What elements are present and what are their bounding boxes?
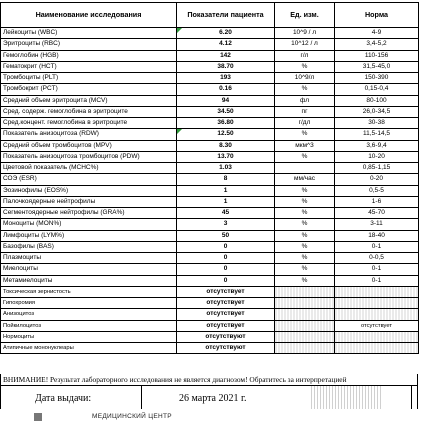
analyte-unit: %: [275, 84, 335, 95]
analyte-unit: г/дл: [275, 118, 335, 129]
analyte-reference-range: 18-40: [335, 230, 419, 241]
analyte-value: 8: [177, 174, 275, 185]
analyte-value: 12.50: [177, 129, 275, 140]
analyte-unit: %: [275, 253, 335, 264]
finding-value: отсутствует: [177, 286, 275, 297]
analyte-name: Гемоглобин (HGB): [1, 50, 177, 61]
finding-name: Атипичные мононуклеары: [1, 343, 177, 354]
finding-name: Анизоцитоз: [1, 309, 177, 320]
analyte-value: 4.12: [177, 39, 275, 50]
table-row: [1, 84, 419, 95]
analyte-unit: пг: [275, 106, 335, 117]
disclaimer-warning: ВНИМАНИЕ! Результат лабораторного исследования не является диагнозом! Обратитесь за интерпретацией: [0, 374, 418, 386]
analyte-value: 8.30: [177, 140, 275, 151]
analyte-value: 50: [177, 230, 275, 241]
finding-reference: [335, 343, 419, 354]
analyte-reference-range: 26,0-34,5: [335, 106, 419, 117]
finding-name: Пойкилоцитоз: [1, 320, 177, 331]
analyte-reference-range: 0-0,5: [335, 253, 419, 264]
analyte-name: Лейкоциты (WBC): [1, 28, 177, 39]
analyte-reference-range: 10-20: [335, 151, 419, 162]
table-row: [1, 331, 419, 342]
results-table-header: [1, 3, 419, 28]
table-row: [1, 28, 419, 39]
column-header-norm: Норма: [335, 3, 419, 28]
table-row: [1, 61, 419, 72]
footer-strip: [0, 409, 427, 421]
analyte-value: 1.03: [177, 163, 275, 174]
analyte-value: 6.20: [177, 28, 275, 39]
analyte-reference-range: 1-6: [335, 196, 419, 207]
analyte-name: Тромбокрит (PCT): [1, 84, 177, 95]
analyte-unit: %: [275, 151, 335, 162]
finding-value: отсутствуют: [177, 331, 275, 342]
table-row: [1, 106, 419, 117]
finding-reference: отсутствует: [335, 320, 419, 331]
table-row: [1, 185, 419, 196]
column-header-name: Наименование исследования: [1, 3, 177, 28]
analyte-unit: %: [275, 208, 335, 219]
finding-reference: [335, 309, 419, 320]
analyte-unit: %: [275, 185, 335, 196]
clinic-name: МЕДИЦИНСКИЙ ЦЕНТР: [92, 413, 172, 420]
analyte-unit: %: [275, 275, 335, 286]
column-divider: [411, 386, 412, 409]
table-row: [1, 118, 419, 129]
finding-value: отсутствует: [177, 298, 275, 309]
analyte-reference-range: 4-9: [335, 28, 419, 39]
analyte-reference-range: 0-1: [335, 275, 419, 286]
analyte-unit: 10^12 / л: [275, 39, 335, 50]
finding-value: отсутствуют: [177, 343, 275, 354]
analyte-unit: %: [275, 264, 335, 275]
analyte-unit: 10^9/л: [275, 73, 335, 84]
analyte-unit: г/л: [275, 50, 335, 61]
analyte-name: Эритроциты (RBC): [1, 39, 177, 50]
analyte-unit: фл: [275, 95, 335, 106]
table-row: [1, 298, 419, 309]
table-row: [1, 95, 419, 106]
analyte-reference-range: 110-156: [335, 50, 419, 61]
table-row: [1, 151, 419, 162]
analyte-reference-range: 0-1: [335, 264, 419, 275]
column-header-unit: Ед. изм.: [275, 3, 335, 28]
analyte-value: 94: [177, 95, 275, 106]
analyte-unit: %: [275, 61, 335, 72]
analyte-value: 45: [177, 208, 275, 219]
analyte-unit: %: [275, 129, 335, 140]
analyte-reference-range: 3,4-5,2: [335, 39, 419, 50]
table-row: [1, 174, 419, 185]
analyte-unit: мкм^3: [275, 140, 335, 151]
analyte-name: Базофилы (BAS): [1, 241, 177, 252]
table-row: [1, 264, 419, 275]
analyte-reference-range: 0,5-5: [335, 185, 419, 196]
analyte-reference-range: 30-38: [335, 118, 419, 129]
analyte-value: 1: [177, 196, 275, 207]
table-row: [1, 230, 419, 241]
analyte-reference-range: 0,85-1,15: [335, 163, 419, 174]
analyte-reference-range: 31,5-45,0: [335, 61, 419, 72]
analyte-value: 1: [177, 185, 275, 196]
analyte-name: Метамиелоциты: [1, 275, 177, 286]
analyte-value: 13.70: [177, 151, 275, 162]
analyte-unit: [275, 163, 335, 174]
finding-unit: [275, 331, 335, 342]
finding-name: Нормоциты: [1, 331, 177, 342]
analyte-name: Гематокрит (HCT): [1, 61, 177, 72]
analyte-reference-range: 3-11: [335, 219, 419, 230]
finding-unit: [275, 286, 335, 297]
table-row: [1, 275, 419, 286]
table-row: [1, 140, 419, 151]
analyte-reference-range: 80-100: [335, 95, 419, 106]
analyte-value: 0: [177, 241, 275, 252]
table-row: [1, 343, 419, 354]
finding-unit: [275, 320, 335, 331]
analyte-name: Палочкоядерные нейтрофилы: [1, 196, 177, 207]
finding-value: отсутствует: [177, 309, 275, 320]
analyte-name: Лимфоциты (LYM%): [1, 230, 177, 241]
analyte-unit: 10^9 / л: [275, 28, 335, 39]
column-header-value: Показатели пациента: [177, 3, 275, 28]
analyte-name: Плазмоциты: [1, 253, 177, 264]
analyte-value: 142: [177, 50, 275, 61]
analyte-name: Показатель анизоцитоза тромбоцитов (PDW): [1, 151, 177, 162]
analyte-name: Средний объем тромбоцитов (MPV): [1, 140, 177, 151]
analyte-name: Миелоциты: [1, 264, 177, 275]
analyte-name: Показатель анизоцитоза (RDW): [1, 129, 177, 140]
results-table: [0, 2, 419, 354]
table-row: [1, 73, 419, 84]
analyte-value: 0: [177, 253, 275, 264]
table-row: [1, 129, 419, 140]
analyte-value: 0: [177, 275, 275, 286]
analyte-name: СОЭ (ESR): [1, 174, 177, 185]
finding-unit: [275, 343, 335, 354]
analyte-reference-range: 11,5-14,5: [335, 129, 419, 140]
issue-date-label: Дата выдачи:: [35, 393, 92, 404]
stamp-area: [311, 386, 381, 409]
finding-unit: [275, 309, 335, 320]
table-row: [1, 196, 419, 207]
finding-unit: [275, 298, 335, 309]
finding-name: Токсическая зернистость: [1, 286, 177, 297]
analyte-name: Сред. содерж. гемоглобина в эритроците: [1, 106, 177, 117]
analyte-reference-range: 0-20: [335, 174, 419, 185]
table-row: [1, 219, 419, 230]
analyte-reference-range: 45-70: [335, 208, 419, 219]
analyte-name: Цветовой показатель (MCHC%): [1, 163, 177, 174]
table-row: [1, 39, 419, 50]
table-row: [1, 320, 419, 331]
table-row: [1, 208, 419, 219]
finding-reference: [335, 331, 419, 342]
analyte-unit: мм/час: [275, 174, 335, 185]
finding-reference: [335, 286, 419, 297]
results-table-body: [1, 28, 419, 354]
table-row: [1, 241, 419, 252]
analyte-unit: %: [275, 196, 335, 207]
analyte-value: 36.80: [177, 118, 275, 129]
analyte-reference-range: 0,15-0,4: [335, 84, 419, 95]
finding-value: отсутствует: [177, 320, 275, 331]
analyte-value: 193: [177, 73, 275, 84]
clinic-logo-icon: [34, 413, 42, 421]
analyte-name: Моноциты (MON%): [1, 219, 177, 230]
analyte-name: Сред.концент. гемоглобина в эритроците: [1, 118, 177, 129]
analyte-unit: %: [275, 241, 335, 252]
table-row: [1, 309, 419, 320]
analyte-value: 38.70: [177, 61, 275, 72]
analyte-unit: %: [275, 230, 335, 241]
table-row: [1, 163, 419, 174]
analyte-name: Сегментоядерные нейтрофилы (GRA%): [1, 208, 177, 219]
analyte-name: Средний объем эритроцита (MCV): [1, 95, 177, 106]
analyte-value: 0.16: [177, 84, 275, 95]
analyte-value: 3: [177, 219, 275, 230]
finding-reference: [335, 298, 419, 309]
table-row: [1, 286, 419, 297]
finding-name: Гипохромия: [1, 298, 177, 309]
analyte-name: Тромбоциты (PLT): [1, 73, 177, 84]
issue-date-row: [0, 386, 418, 409]
table-row: [1, 50, 419, 61]
analyte-unit: %: [275, 219, 335, 230]
analyte-name: Эозинофилы (EOS%): [1, 185, 177, 196]
analyte-reference-range: 150-390: [335, 73, 419, 84]
analyte-value: 34.50: [177, 106, 275, 117]
issue-date-value: 26 марта 2021 г.: [179, 393, 247, 404]
analyte-value: 0: [177, 264, 275, 275]
column-divider: [141, 386, 142, 409]
analyte-reference-range: 0-1: [335, 241, 419, 252]
table-row: [1, 253, 419, 264]
analyte-reference-range: 3,6-9,4: [335, 140, 419, 151]
